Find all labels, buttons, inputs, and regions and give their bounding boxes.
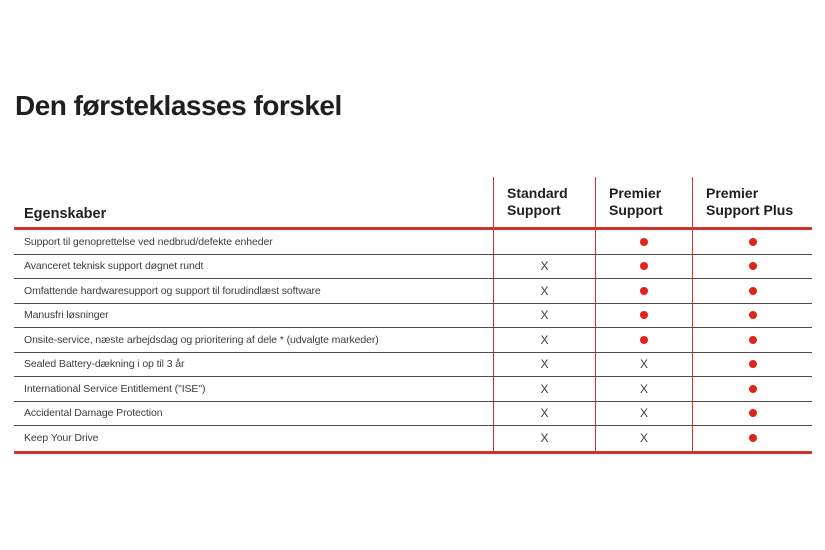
table-row [14,377,812,402]
value-cell-premier-plus [692,230,812,254]
included-dot-icon [640,336,648,344]
value-cell-standard [493,353,595,377]
column-header-features: Egenskaber [24,206,107,222]
column-header-line: Premier [609,185,662,201]
value-cell-premier-plus [692,279,812,303]
included-dot-icon [640,262,648,270]
column-header-premier-support [595,177,692,227]
x-mark: X [540,406,549,421]
value-cell-standard [493,230,595,254]
feature-label: International Service Entitlement ("ISE") [24,382,206,395]
included-dot-icon [749,360,757,368]
value-cell-standard [493,402,595,426]
x-mark: X [639,406,648,421]
comparison-table-body [14,230,812,454]
table-row [14,279,812,304]
value-cell-premier [595,328,692,352]
included-dot-icon [640,287,648,295]
included-dot-icon [749,238,757,246]
feature-label: Support til genoprettelse ved nedbrud/defekte enheder [24,235,273,248]
x-mark: X [540,381,549,396]
value-cell-premier-plus [692,426,812,451]
page-title: Den førsteklasses forskel [15,90,342,121]
included-dot-icon [749,409,757,417]
included-dot-icon [749,385,757,393]
value-cell-premier-plus [692,255,812,279]
feature-label: Omfattende hardwaresupport og support til forudindlæst software [24,284,321,297]
column-header-line: Premier [706,185,759,201]
value-cell-premier [595,402,692,426]
x-mark: X [639,357,648,372]
value-cell-premier [595,279,692,303]
value-cell-premier-plus [692,377,812,401]
x-mark: X [540,431,549,446]
table-row [14,230,812,255]
table-row [14,255,812,280]
value-cell-premier-plus [692,353,812,377]
feature-label: Onsite-service, næste arbejdsdag og prioritering af dele * (udvalgte markeder) [24,333,379,346]
feature-label: Sealed Battery-dækning i op til 3 år [24,358,185,371]
included-dot-icon [640,238,648,246]
table-row [14,402,812,427]
value-cell-premier [595,426,692,451]
value-cell-premier [595,353,692,377]
included-dot-icon [749,311,757,319]
feature-label: Keep Your Drive [24,432,99,445]
table-row [14,304,812,329]
column-header-standard-support [493,177,595,227]
column-header-line: Support [507,202,561,218]
column-header-line: Standard [507,185,568,201]
x-mark: X [540,308,549,323]
x-mark: X [639,381,648,396]
x-mark: X [540,332,549,347]
value-cell-standard [493,255,595,279]
value-cell-premier [595,304,692,328]
column-header-premier-support-plus [692,177,812,227]
value-cell-premier [595,230,692,254]
value-cell-premier [595,255,692,279]
x-mark: X [540,259,549,274]
x-mark: X [540,283,549,298]
column-header-line: Support Plus [706,202,794,218]
included-dot-icon [640,311,648,319]
table-row [14,328,812,353]
comparison-table [14,177,812,454]
feature-label: Avanceret teknisk support døgnet rundt [24,260,204,273]
value-cell-standard [493,328,595,352]
included-dot-icon [749,336,757,344]
included-dot-icon [749,434,757,442]
feature-label: Accidental Damage Protection [24,407,163,420]
x-mark: X [639,431,648,446]
feature-label: Manusfri løsninger [24,309,109,322]
table-row [14,353,812,378]
value-cell-premier-plus [692,402,812,426]
value-cell-standard [493,426,595,451]
value-cell-premier [595,377,692,401]
table-header-row [14,177,812,230]
column-header-line: Support [609,202,663,218]
value-cell-premier-plus [692,328,812,352]
included-dot-icon [749,287,757,295]
value-cell-standard [493,304,595,328]
included-dot-icon [749,262,757,270]
value-cell-standard [493,279,595,303]
value-cell-standard [493,377,595,401]
x-mark: X [540,357,549,372]
value-cell-premier-plus [692,304,812,328]
table-row [14,426,812,451]
